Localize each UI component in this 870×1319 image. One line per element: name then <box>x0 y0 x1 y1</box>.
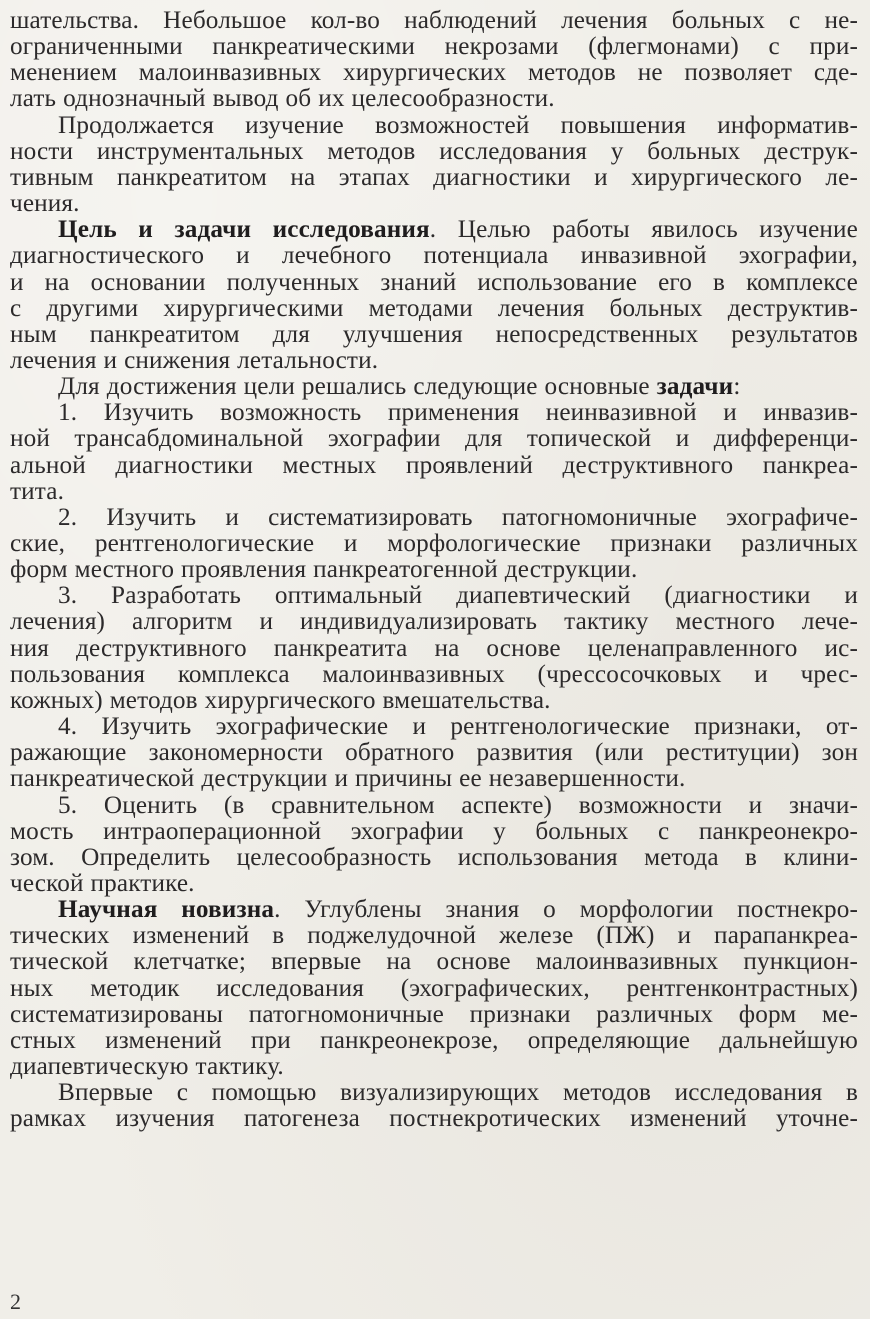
line-text: форм местного проявления панкреатогенной деструкции. <box>10 556 638 584</box>
text-line <box>10 740 858 766</box>
line-text: 5. Оценить (в сравнительном аспекте) возможности и значи- <box>58 791 858 819</box>
line-text: Продолжается изучение возможностей повышения информатив- <box>58 111 858 139</box>
line-text: лечения) алгоритм и индивидуализировать тактику местного лече- <box>10 608 858 636</box>
page-number: 2 <box>10 1289 21 1314</box>
text-line <box>10 1080 858 1106</box>
text-line <box>10 426 858 452</box>
line-text: . Углублены знания о морфологии постнекро- <box>274 896 858 924</box>
line-text: 1. Изучить возможность применения неинвазивной и инвазив- <box>58 399 858 427</box>
line-text: ной трансабдоминальной эхографии для топической и дифференци- <box>10 425 858 453</box>
text-line <box>10 374 858 400</box>
text-line <box>10 557 858 583</box>
line-text: систематизированы патогномоничные признаки различных форм ме- <box>10 1000 858 1028</box>
line-text: 4. Изучить эхографические и рентгенологические признаки, от- <box>58 713 858 741</box>
line-text: зом. Определить целесообразность использования метода в клини- <box>10 843 858 871</box>
line-text: лать однозначный вывод об их целесообразности. <box>10 85 555 113</box>
line-text: менением малоинвазивных хирургических методов не позволяет сде- <box>10 59 858 87</box>
text-line <box>10 113 858 139</box>
line-text: ния деструктивного панкреатита на основе целенаправленного ис- <box>10 634 858 662</box>
text-line <box>10 60 858 86</box>
text-line <box>10 217 858 243</box>
line-text: стных изменений при панкреонекрозе, определяющие дальнейшую <box>10 1026 858 1054</box>
line-text: Впервые с помощью визуализирующих методов исследования в <box>58 1079 858 1107</box>
line-text: ным панкреатитом для улучшения непосредственных результатов <box>10 320 858 348</box>
text-line <box>10 400 858 426</box>
text-line <box>10 1106 858 1132</box>
text-line <box>10 86 858 112</box>
text-line <box>10 583 858 609</box>
line-text: панкреатической деструкции и причины ее незавершенности. <box>10 765 686 793</box>
text-line <box>10 662 858 688</box>
section-heading: Научная новизна <box>58 896 275 924</box>
text-line <box>10 819 858 845</box>
text-line <box>10 505 858 531</box>
text-line <box>10 1002 858 1028</box>
text-line <box>10 949 858 975</box>
text-line <box>10 479 858 505</box>
line-text: тических изменений в поджелудочной железе (ПЖ) и парапанкреа- <box>10 922 858 950</box>
line-text: ражающие закономерности обратного развития (или реституции) зон <box>10 739 858 767</box>
text-line <box>10 34 858 60</box>
text-line <box>10 1028 858 1054</box>
line-text: мость интраоперационной эхографии у больных с панкреонекро- <box>10 817 858 845</box>
line-text: тита. <box>10 477 65 505</box>
text-line <box>10 897 858 923</box>
section-heading: Цель и задачи исследования <box>58 216 430 244</box>
text-line <box>10 766 858 792</box>
line-text: кожных) методов хирургического вмешательства. <box>10 686 551 714</box>
text-line <box>10 296 858 322</box>
line-text: ности инструментальных методов исследования у больных деструк- <box>10 137 858 165</box>
text-line <box>10 531 858 557</box>
line-text: ские, рентгенологические и морфологические признаки различных <box>10 530 858 557</box>
text-line <box>10 976 858 1002</box>
text-line <box>10 8 858 34</box>
text-line <box>10 793 858 819</box>
text-line <box>10 636 858 662</box>
text-line <box>10 871 858 897</box>
line-text: альной диагностики местных проявлений деструктивного панкреа- <box>10 451 858 479</box>
line-text: лечения и снижения летальности. <box>10 346 379 374</box>
line-text: тивным панкреатитом на этапах диагностики и хирургического ле- <box>10 163 858 191</box>
text-line <box>10 688 858 714</box>
line-text: ных методик исследования (эхографических, рентгенконтрастных) <box>10 974 858 1002</box>
text-line <box>10 845 858 871</box>
line-text: и на основании полученных знаний использование его в комплексе <box>10 268 858 296</box>
line-text: шательства. Небольшое кол-во наблюдений лечения больных с не- <box>10 7 858 34</box>
text-line <box>10 243 858 269</box>
text-line <box>10 191 858 217</box>
line-text: диагностического и лечебного потенциала инвазивной эхографии, <box>10 242 858 270</box>
line-text: диапевтическую тактику. <box>10 1053 284 1080</box>
text-line <box>10 923 858 949</box>
line-text: ограниченными панкреатическими некрозами (флегмонами) с при- <box>10 33 858 61</box>
line-text: : <box>733 373 741 401</box>
text-line <box>10 453 858 479</box>
line-text: тической клетчатке; впервые на основе малоинвазивных пункцион- <box>10 948 858 976</box>
line-text: Для достижения цели решались следующие основные <box>58 373 657 401</box>
text-line <box>10 322 858 348</box>
line-text: 2. Изучить и систематизировать патогномоничные эхографиче- <box>58 503 858 531</box>
text-line <box>10 1054 858 1080</box>
text-line <box>10 348 858 374</box>
line-text: пользования комплекса малоинвазивных (чрессосочковых и чрес- <box>10 660 858 688</box>
text-line <box>10 714 858 740</box>
line-text: ческой практике. <box>10 869 195 897</box>
line-text: с другими хирургическими методами лечения больных деструктив- <box>10 294 858 322</box>
text-line <box>10 270 858 296</box>
line-text: . Целью работы явилось изучение <box>429 216 858 244</box>
line-text: 3. Разработать оптимальный диапевтический (диагностики и <box>58 582 858 610</box>
text-line <box>10 165 858 191</box>
text-line <box>10 609 858 635</box>
emphasis-word: задачи <box>656 373 734 401</box>
line-text: чения. <box>10 190 80 218</box>
line-text: рамках изучения патогенеза постнекротических изменений уточне- <box>10 1105 858 1133</box>
text-line <box>10 139 858 165</box>
